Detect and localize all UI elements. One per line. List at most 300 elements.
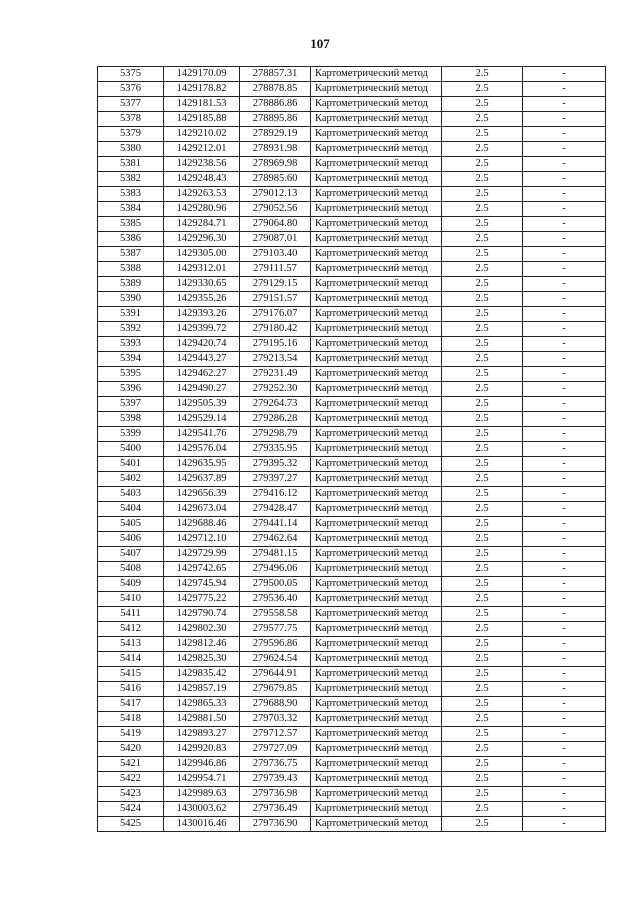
x-coordinate-cell: 1429284.71: [164, 217, 240, 232]
x-coordinate-cell: 1429790.74: [164, 607, 240, 622]
x-coordinate-cell: 1429212.01: [164, 142, 240, 157]
point-number-cell: 5398: [98, 412, 164, 427]
method-cell: Картометрический метод: [311, 442, 442, 457]
precision-cell: 2.5: [442, 292, 523, 307]
method-cell: Картометрический метод: [311, 97, 442, 112]
method-cell: Картометрический метод: [311, 292, 442, 307]
precision-cell: 2.5: [442, 352, 523, 367]
point-number-cell: 5378: [98, 112, 164, 127]
table-row: [98, 757, 606, 772]
point-number-cell: 5412: [98, 622, 164, 637]
y-coordinate-cell: 279727.09: [240, 742, 311, 757]
method-cell: Картометрический метод: [311, 562, 442, 577]
note-cell: -: [523, 592, 606, 607]
x-coordinate-cell: 1429393.26: [164, 307, 240, 322]
point-number-cell: 5408: [98, 562, 164, 577]
x-coordinate-cell: 1429263.53: [164, 187, 240, 202]
point-number-cell: 5389: [98, 277, 164, 292]
table-row: [98, 442, 606, 457]
note-cell: -: [523, 232, 606, 247]
method-cell: Картометрический метод: [311, 802, 442, 817]
table-row: [98, 547, 606, 562]
y-coordinate-cell: 279736.98: [240, 787, 311, 802]
point-number-cell: 5393: [98, 337, 164, 352]
point-number-cell: 5384: [98, 202, 164, 217]
method-cell: Картометрический метод: [311, 637, 442, 652]
table-row: [98, 412, 606, 427]
point-number-cell: 5390: [98, 292, 164, 307]
point-number-cell: 5392: [98, 322, 164, 337]
x-coordinate-cell: 1429920.83: [164, 742, 240, 757]
y-coordinate-cell: 279064.80: [240, 217, 311, 232]
method-cell: Картометрический метод: [311, 232, 442, 247]
table-row: [98, 742, 606, 757]
precision-cell: 2.5: [442, 592, 523, 607]
y-coordinate-cell: 279252.30: [240, 382, 311, 397]
y-coordinate-cell: 279180.42: [240, 322, 311, 337]
precision-cell: 2.5: [442, 322, 523, 337]
table-row: [98, 187, 606, 202]
table-row: [98, 322, 606, 337]
x-coordinate-cell: 1429280.96: [164, 202, 240, 217]
precision-cell: 2.5: [442, 172, 523, 187]
y-coordinate-cell: 279335.95: [240, 442, 311, 457]
precision-cell: 2.5: [442, 487, 523, 502]
point-number-cell: 5376: [98, 82, 164, 97]
point-number-cell: 5419: [98, 727, 164, 742]
y-coordinate-cell: 278931.98: [240, 142, 311, 157]
y-coordinate-cell: 279441.14: [240, 517, 311, 532]
table-row: [98, 622, 606, 637]
x-coordinate-cell: 1429296.30: [164, 232, 240, 247]
precision-cell: 2.5: [442, 607, 523, 622]
note-cell: -: [523, 187, 606, 202]
y-coordinate-cell: 279087.01: [240, 232, 311, 247]
precision-cell: 2.5: [442, 742, 523, 757]
point-number-cell: 5422: [98, 772, 164, 787]
method-cell: Картометрический метод: [311, 202, 442, 217]
table-row: [98, 127, 606, 142]
table-row: [98, 637, 606, 652]
point-number-cell: 5382: [98, 172, 164, 187]
x-coordinate-cell: 1429745.94: [164, 577, 240, 592]
point-number-cell: 5425: [98, 817, 164, 832]
y-coordinate-cell: 279688.90: [240, 697, 311, 712]
table-row: [98, 352, 606, 367]
note-cell: -: [523, 742, 606, 757]
point-number-cell: 5410: [98, 592, 164, 607]
x-coordinate-cell: 1429946.86: [164, 757, 240, 772]
x-coordinate-cell: 1429178.82: [164, 82, 240, 97]
note-cell: -: [523, 67, 606, 82]
note-cell: -: [523, 712, 606, 727]
table-row: [98, 247, 606, 262]
x-coordinate-cell: 1429238.56: [164, 157, 240, 172]
precision-cell: 2.5: [442, 397, 523, 412]
note-cell: -: [523, 502, 606, 517]
table-row: [98, 172, 606, 187]
table-row: [98, 457, 606, 472]
table-row: [98, 262, 606, 277]
precision-cell: 2.5: [442, 547, 523, 562]
method-cell: Картометрический метод: [311, 382, 442, 397]
table-row: [98, 232, 606, 247]
method-cell: Картометрический метод: [311, 82, 442, 97]
y-coordinate-cell: 279286.28: [240, 412, 311, 427]
note-cell: -: [523, 577, 606, 592]
y-coordinate-cell: 278895.86: [240, 112, 311, 127]
method-cell: Картометрический метод: [311, 577, 442, 592]
precision-cell: 2.5: [442, 112, 523, 127]
precision-cell: 2.5: [442, 337, 523, 352]
precision-cell: 2.5: [442, 277, 523, 292]
note-cell: -: [523, 772, 606, 787]
y-coordinate-cell: 279496.06: [240, 562, 311, 577]
precision-cell: 2.5: [442, 67, 523, 82]
note-cell: -: [523, 757, 606, 772]
precision-cell: 2.5: [442, 577, 523, 592]
table-row: [98, 142, 606, 157]
point-number-cell: 5397: [98, 397, 164, 412]
precision-cell: 2.5: [442, 142, 523, 157]
table-row: [98, 712, 606, 727]
table-row: [98, 487, 606, 502]
x-coordinate-cell: 1429742.65: [164, 562, 240, 577]
x-coordinate-cell: 1429865.33: [164, 697, 240, 712]
y-coordinate-cell: 279500.05: [240, 577, 311, 592]
point-number-cell: 5396: [98, 382, 164, 397]
y-coordinate-cell: 279536.40: [240, 592, 311, 607]
table-row: [98, 502, 606, 517]
method-cell: Картометрический метод: [311, 142, 442, 157]
note-cell: -: [523, 472, 606, 487]
x-coordinate-cell: 1429637.89: [164, 472, 240, 487]
point-number-cell: 5417: [98, 697, 164, 712]
note-cell: -: [523, 217, 606, 232]
table-row: [98, 67, 606, 82]
point-number-cell: 5414: [98, 652, 164, 667]
note-cell: -: [523, 307, 606, 322]
x-coordinate-cell: 1430016.46: [164, 817, 240, 832]
table-row: [98, 592, 606, 607]
x-coordinate-cell: 1429893.27: [164, 727, 240, 742]
coordinates-table-body: [98, 67, 606, 832]
method-cell: Картометрический метод: [311, 667, 442, 682]
note-cell: -: [523, 427, 606, 442]
x-coordinate-cell: 1429775.22: [164, 592, 240, 607]
note-cell: -: [523, 397, 606, 412]
precision-cell: 2.5: [442, 427, 523, 442]
table-row: [98, 382, 606, 397]
method-cell: Картометрический метод: [311, 532, 442, 547]
y-coordinate-cell: 279395.32: [240, 457, 311, 472]
point-number-cell: 5409: [98, 577, 164, 592]
y-coordinate-cell: 279558.58: [240, 607, 311, 622]
point-number-cell: 5420: [98, 742, 164, 757]
method-cell: Картометрический метод: [311, 607, 442, 622]
y-coordinate-cell: 279481.15: [240, 547, 311, 562]
precision-cell: 2.5: [442, 682, 523, 697]
note-cell: -: [523, 682, 606, 697]
table-row: [98, 697, 606, 712]
point-number-cell: 5403: [98, 487, 164, 502]
y-coordinate-cell: 279195.16: [240, 337, 311, 352]
table-row: [98, 652, 606, 667]
x-coordinate-cell: 1429420.74: [164, 337, 240, 352]
y-coordinate-cell: 279644.91: [240, 667, 311, 682]
x-coordinate-cell: 1429490.27: [164, 382, 240, 397]
method-cell: Картометрический метод: [311, 772, 442, 787]
point-number-cell: 5388: [98, 262, 164, 277]
note-cell: -: [523, 517, 606, 532]
method-cell: Картометрический метод: [311, 277, 442, 292]
method-cell: Картометрический метод: [311, 547, 442, 562]
x-coordinate-cell: 1429989.63: [164, 787, 240, 802]
y-coordinate-cell: 278969.98: [240, 157, 311, 172]
note-cell: -: [523, 112, 606, 127]
note-cell: -: [523, 82, 606, 97]
method-cell: Картометрический метод: [311, 367, 442, 382]
precision-cell: 2.5: [442, 532, 523, 547]
table-row: [98, 217, 606, 232]
precision-cell: 2.5: [442, 442, 523, 457]
y-coordinate-cell: 279129.15: [240, 277, 311, 292]
point-number-cell: 5379: [98, 127, 164, 142]
method-cell: Картометрический метод: [311, 622, 442, 637]
x-coordinate-cell: 1429825.30: [164, 652, 240, 667]
precision-cell: 2.5: [442, 187, 523, 202]
y-coordinate-cell: 278857.31: [240, 67, 311, 82]
precision-cell: 2.5: [442, 202, 523, 217]
precision-cell: 2.5: [442, 802, 523, 817]
precision-cell: 2.5: [442, 382, 523, 397]
method-cell: Картометрический метод: [311, 397, 442, 412]
precision-cell: 2.5: [442, 667, 523, 682]
table-row: [98, 397, 606, 412]
table-row: [98, 337, 606, 352]
method-cell: Картометрический метод: [311, 187, 442, 202]
y-coordinate-cell: 279111.57: [240, 262, 311, 277]
y-coordinate-cell: 279624.54: [240, 652, 311, 667]
y-coordinate-cell: 279012.13: [240, 187, 311, 202]
note-cell: -: [523, 142, 606, 157]
note-cell: -: [523, 262, 606, 277]
method-cell: Картометрический метод: [311, 712, 442, 727]
note-cell: -: [523, 172, 606, 187]
note-cell: -: [523, 562, 606, 577]
y-coordinate-cell: 279736.75: [240, 757, 311, 772]
point-number-cell: 5377: [98, 97, 164, 112]
note-cell: -: [523, 652, 606, 667]
method-cell: Картометрический метод: [311, 112, 442, 127]
y-coordinate-cell: 279416.12: [240, 487, 311, 502]
precision-cell: 2.5: [442, 727, 523, 742]
table-row: [98, 517, 606, 532]
precision-cell: 2.5: [442, 562, 523, 577]
method-cell: Картометрический метод: [311, 487, 442, 502]
point-number-cell: 5407: [98, 547, 164, 562]
method-cell: Картометрический метод: [311, 517, 442, 532]
y-coordinate-cell: 279462.64: [240, 532, 311, 547]
note-cell: -: [523, 352, 606, 367]
precision-cell: 2.5: [442, 637, 523, 652]
table-row: [98, 277, 606, 292]
x-coordinate-cell: 1429673.04: [164, 502, 240, 517]
note-cell: -: [523, 802, 606, 817]
page-number: 107: [310, 36, 330, 51]
method-cell: Картометрический метод: [311, 262, 442, 277]
point-number-cell: 5381: [98, 157, 164, 172]
y-coordinate-cell: 279264.73: [240, 397, 311, 412]
method-cell: Картометрический метод: [311, 757, 442, 772]
precision-cell: 2.5: [442, 232, 523, 247]
precision-cell: 2.5: [442, 367, 523, 382]
note-cell: -: [523, 487, 606, 502]
method-cell: Картометрический метод: [311, 457, 442, 472]
precision-cell: 2.5: [442, 697, 523, 712]
point-number-cell: 5394: [98, 352, 164, 367]
point-number-cell: 5413: [98, 637, 164, 652]
note-cell: -: [523, 787, 606, 802]
note-cell: -: [523, 382, 606, 397]
point-number-cell: 5418: [98, 712, 164, 727]
method-cell: Картометрический метод: [311, 472, 442, 487]
x-coordinate-cell: 1429576.04: [164, 442, 240, 457]
method-cell: Картометрический метод: [311, 727, 442, 742]
x-coordinate-cell: 1430003.62: [164, 802, 240, 817]
point-number-cell: 5380: [98, 142, 164, 157]
x-coordinate-cell: 1429835.42: [164, 667, 240, 682]
x-coordinate-cell: 1429857.19: [164, 682, 240, 697]
precision-cell: 2.5: [442, 307, 523, 322]
note-cell: -: [523, 607, 606, 622]
y-coordinate-cell: 279736.90: [240, 817, 311, 832]
x-coordinate-cell: 1429181.53: [164, 97, 240, 112]
x-coordinate-cell: 1429529.14: [164, 412, 240, 427]
x-coordinate-cell: 1429802.30: [164, 622, 240, 637]
method-cell: Картометрический метод: [311, 427, 442, 442]
y-coordinate-cell: 279176.07: [240, 307, 311, 322]
method-cell: Картометрический метод: [311, 247, 442, 262]
table-row: [98, 772, 606, 787]
note-cell: -: [523, 637, 606, 652]
method-cell: Картометрический метод: [311, 217, 442, 232]
precision-cell: 2.5: [442, 262, 523, 277]
note-cell: -: [523, 457, 606, 472]
x-coordinate-cell: 1429954.71: [164, 772, 240, 787]
y-coordinate-cell: 279151.57: [240, 292, 311, 307]
point-number-cell: 5387: [98, 247, 164, 262]
point-number-cell: 5395: [98, 367, 164, 382]
table-row: [98, 607, 606, 622]
y-coordinate-cell: 278886.86: [240, 97, 311, 112]
x-coordinate-cell: 1429712.10: [164, 532, 240, 547]
x-coordinate-cell: 1429330.65: [164, 277, 240, 292]
precision-cell: 2.5: [442, 757, 523, 772]
note-cell: -: [523, 277, 606, 292]
method-cell: Картометрический метод: [311, 697, 442, 712]
y-coordinate-cell: 279596.86: [240, 637, 311, 652]
table-row: [98, 97, 606, 112]
x-coordinate-cell: 1429170.09: [164, 67, 240, 82]
point-number-cell: 5421: [98, 757, 164, 772]
precision-cell: 2.5: [442, 502, 523, 517]
x-coordinate-cell: 1429656.39: [164, 487, 240, 502]
point-number-cell: 5411: [98, 607, 164, 622]
table-row: [98, 82, 606, 97]
point-number-cell: 5383: [98, 187, 164, 202]
y-coordinate-cell: 279679.85: [240, 682, 311, 697]
point-number-cell: 5399: [98, 427, 164, 442]
note-cell: -: [523, 727, 606, 742]
method-cell: Картометрический метод: [311, 817, 442, 832]
precision-cell: 2.5: [442, 652, 523, 667]
table-row: [98, 577, 606, 592]
note-cell: -: [523, 442, 606, 457]
y-coordinate-cell: 278929.19: [240, 127, 311, 142]
precision-cell: 2.5: [442, 517, 523, 532]
precision-cell: 2.5: [442, 412, 523, 427]
y-coordinate-cell: 279231.49: [240, 367, 311, 382]
y-coordinate-cell: 279213.54: [240, 352, 311, 367]
x-coordinate-cell: 1429505.39: [164, 397, 240, 412]
note-cell: -: [523, 817, 606, 832]
x-coordinate-cell: 1429312.01: [164, 262, 240, 277]
y-coordinate-cell: 279736.49: [240, 802, 311, 817]
precision-cell: 2.5: [442, 817, 523, 832]
precision-cell: 2.5: [442, 712, 523, 727]
method-cell: Картометрический метод: [311, 412, 442, 427]
method-cell: Картометрический метод: [311, 307, 442, 322]
point-number-cell: 5386: [98, 232, 164, 247]
x-coordinate-cell: 1429305.00: [164, 247, 240, 262]
x-coordinate-cell: 1429729.99: [164, 547, 240, 562]
x-coordinate-cell: 1429462.27: [164, 367, 240, 382]
method-cell: Картометрический метод: [311, 742, 442, 757]
note-cell: -: [523, 412, 606, 427]
table-row: [98, 472, 606, 487]
point-number-cell: 5423: [98, 787, 164, 802]
y-coordinate-cell: 278878.85: [240, 82, 311, 97]
y-coordinate-cell: 278985.60: [240, 172, 311, 187]
precision-cell: 2.5: [442, 472, 523, 487]
point-number-cell: 5375: [98, 67, 164, 82]
precision-cell: 2.5: [442, 622, 523, 637]
x-coordinate-cell: 1429541.76: [164, 427, 240, 442]
note-cell: -: [523, 547, 606, 562]
method-cell: Картометрический метод: [311, 787, 442, 802]
point-number-cell: 5404: [98, 502, 164, 517]
point-number-cell: 5406: [98, 532, 164, 547]
x-coordinate-cell: 1429210.02: [164, 127, 240, 142]
x-coordinate-cell: 1429635.95: [164, 457, 240, 472]
table-row: [98, 112, 606, 127]
note-cell: -: [523, 247, 606, 262]
y-coordinate-cell: 279712.57: [240, 727, 311, 742]
y-coordinate-cell: 279739.43: [240, 772, 311, 787]
method-cell: Картометрический метод: [311, 652, 442, 667]
point-number-cell: 5424: [98, 802, 164, 817]
table-row: [98, 802, 606, 817]
y-coordinate-cell: 279052.56: [240, 202, 311, 217]
table-row: [98, 427, 606, 442]
y-coordinate-cell: 279428.47: [240, 502, 311, 517]
y-coordinate-cell: 279103.40: [240, 247, 311, 262]
table-row: [98, 817, 606, 832]
method-cell: Картометрический метод: [311, 682, 442, 697]
x-coordinate-cell: 1429399.72: [164, 322, 240, 337]
precision-cell: 2.5: [442, 82, 523, 97]
